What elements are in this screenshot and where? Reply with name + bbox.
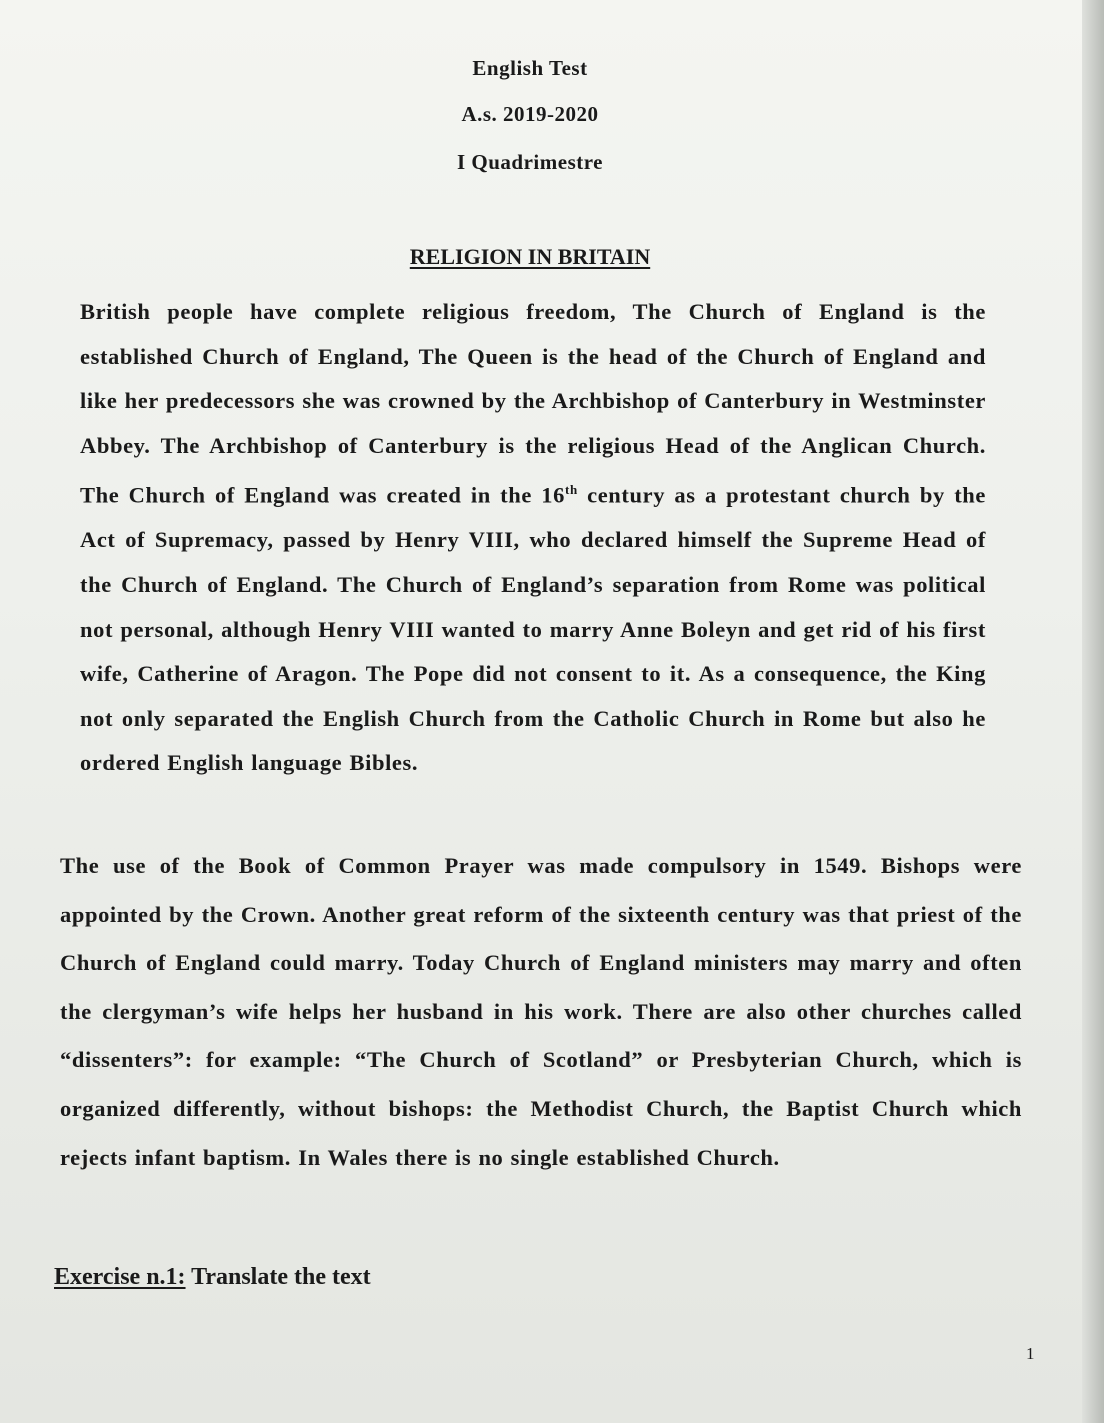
exercise-1 xyxy=(54,1264,371,1291)
ordinal-superscript: th xyxy=(565,482,578,498)
test-subject: English Test xyxy=(472,56,588,80)
school-year: A.s. 2019-2020 xyxy=(461,102,599,126)
paragraph-1 xyxy=(80,290,986,786)
page-edge-shadow xyxy=(1082,0,1104,1423)
exercise-instruction: Translate the text xyxy=(185,1264,371,1290)
paragraph-1-part-2: century as a protestant church by the Act of Supremacy, passed by Henry VIII, who declared himself the Supreme Head of the Church of England. The Church of England’s separation from Rome was political not personal, although Henry VIII wanted to marry Anne Boleyn and get rid of his first wife, Catherine of Aragon. The Pope did not consent to it. As a consequence, the King not only separated the English Church from the Catholic Church in Rome but also he ordered English language Bibles. xyxy=(80,482,986,776)
document-title: RELIGION IN BRITAIN xyxy=(409,244,651,269)
exercise-label: Exercise n.1: xyxy=(54,1264,186,1290)
paragraph-2: The use of the Book of Common Prayer was made compulsory in 1549. Bishops were appointed by the Crown. Another great reform of the sixteenth century was that priest of the Church of England could marry. Today Church of England ministers may marry and often the clergyman’s wife helps her husband in his work. There are also other churches called “dissenters”: for example: “The Church of Scotland” or Presbyterian Church, which is organized differently, without bishops: the Methodist Church, the Baptist Church which rejects infant baptism. In Wales there is no single established Church. xyxy=(60,853,1022,1170)
page-number: 1 xyxy=(1026,1344,1035,1363)
paragraph-1-part-1: British people have complete religious freedom, The Church of England is the established Church of England, The Queen is the head of the Church of England and like her predecessors she was crowned by the Archbishop of Canterbury in Westminster Abbey. The Archbishop of Canterbury is the religious Head of the Anglican Church. The Church of England was created in the 16 xyxy=(80,299,986,508)
term-label: I Quadrimestre xyxy=(456,150,603,174)
